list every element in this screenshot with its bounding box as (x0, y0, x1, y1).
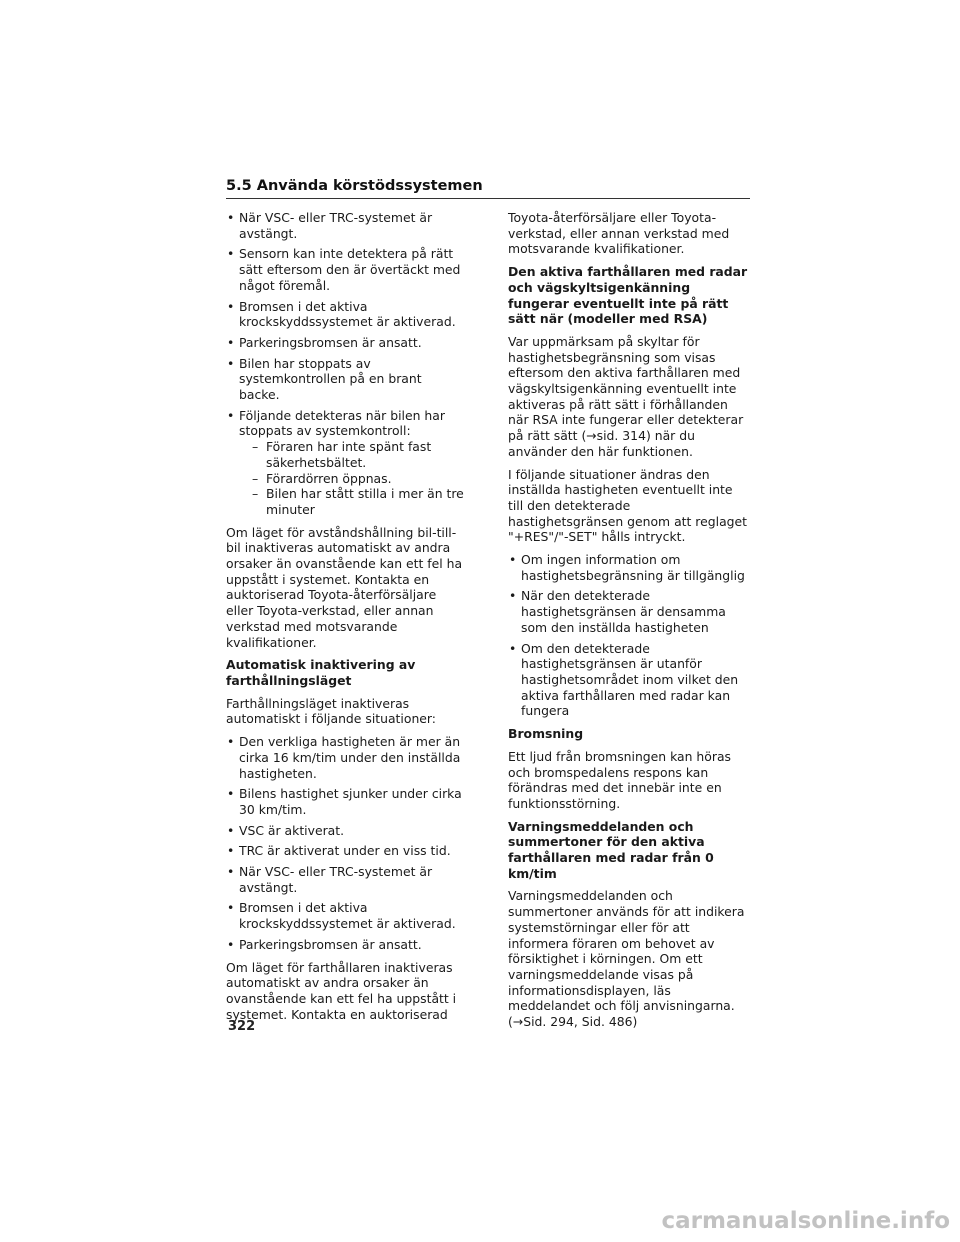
list-item: • Sensorn kan inte detektera på rätt sätt eftersom den är övertäckt med något föremål. (226, 246, 466, 293)
list-item-text: Följande detekteras när bilen har stoppats av systemkontroll: (239, 407, 445, 439)
paragraph: Varningsmeddelanden och summertoner används för att indikera systemstörningar eller för att informera föraren om behovet av försiktighet i körningen. Om ett varningsmeddelande visas på informationsdisplayen, läs meddelandet och följ anvisningarna. (→Sid. 294, Sid. 486) (508, 888, 745, 1030)
section-title: 5.5 Använda körstödssystemen (226, 178, 750, 199)
subheading: Automatisk inaktivering av farthållningsläget (226, 657, 416, 688)
sub-list-item: – Förardörren öppnas. (239, 471, 466, 487)
list-item: • Den verkliga hastigheten är mer än cirka 16 km/tim under den inställda hastigheten. (226, 734, 466, 781)
sub-list (239, 439, 466, 518)
subheading: Den aktiva farthållaren med radar och vägskyltsigenkänning fungerar eventuellt inte på rätt sätt när (modeller med RSA) (508, 264, 748, 327)
paragraph: I följande situationer ändras den inställda hastigheten eventuellt inte till den detekterade hastighetsgränsen genom att reglaget "+RES"/"-SET" hålls intryckt. (508, 466, 748, 545)
page-number: 322 (228, 1019, 256, 1034)
list-item (226, 408, 466, 518)
list-item: • När VSC- eller TRC-systemet är avstängt. (226, 864, 466, 895)
subheading: Varningsmeddelanden och summertoner för den aktiva farthållaren med radar från 0 km/tim (508, 818, 714, 881)
list-item: • Om ingen information om hastighetsbegränsning är tillgänglig (508, 552, 748, 583)
paragraph: Ett ljud från bromsningen kan höras och bromspedalens respons kan förändras med det innebär inte en funktionsstörning. (508, 748, 732, 811)
list-item: • När VSC- eller TRC-systemet är avstängt. (226, 210, 466, 241)
sub-list-item: – Bilen har stått stilla i mer än tre minuter (239, 486, 466, 517)
list-item: • Bromsen i det aktiva krockskyddssystemet är aktiverad. (226, 900, 466, 931)
watermark: carmanualsonline.info (661, 1208, 950, 1234)
list-item: • Om den detekterade hastighetsgränsen är utanför hastighetsområdet inom vilket den aktiva farthållaren med radar kan fungera (508, 641, 748, 720)
paragraph: Farthållningsläget inaktiveras automatiskt i följande situationer: (226, 695, 436, 727)
list-item: • Bilens hastighet sjunker under cirka 30 km/tim. (226, 786, 466, 817)
condition-list (226, 210, 466, 518)
left-column (226, 210, 466, 1029)
list-item: • Bromsen i det aktiva krockskyddssystemet är aktiverad. (226, 299, 466, 330)
list-item: • Parkeringsbromsen är ansatt. (226, 937, 466, 953)
paragraph: Toyota-återförsäljare eller Toyota-verkstad, eller annan verkstad med motsvarande kvalifikationer. (508, 210, 730, 257)
deactivation-list (226, 734, 466, 952)
sub-list-item: – Föraren har inte spänt fast säkerhetsbältet. (239, 439, 466, 470)
list-item: • Bilen har stoppats av systemkontrollen på en brant backe. (226, 356, 466, 403)
paragraph: Var uppmärksam på skyltar för hastighetsbegränsning som visas eftersom den aktiva farthållaren med vägskyltsigenkänning eventuellt inte aktiveras på rätt sätt i förhållanden när RSA inte fungerar eller detekterar på rätt sätt (→sid. 314) när du använder den här funktionen. (508, 333, 744, 459)
list-item: • När den detekterade hastighetsgränsen är densamma som den inställda hastigheten (508, 588, 748, 635)
list-item: • TRC är aktiverat under en viss tid. (226, 843, 466, 859)
paragraph: Om läget för avståndshållning bil-till-bil inaktiveras automatiskt av andra orsaker än ovanstående kan ett fel ha uppstått i systemet. Kontakta en auktoriserad Toyota-återförsäljare eller Toyota-verkstad, eller annan verkstad med motsvarande kvalifikationer. (226, 524, 463, 650)
list-item: • VSC är aktiverat. (226, 823, 466, 839)
speed-limit-list (508, 552, 748, 719)
subheading: Bromsning (508, 726, 584, 742)
list-item: • Parkeringsbromsen är ansatt. (226, 335, 466, 351)
right-column (508, 210, 748, 1037)
paragraph: Om läget för farthållaren inaktiveras automatiskt av andra orsaker än ovanstående kan ett fel ha uppstått i systemet. Kontakta en auktoriserad (226, 959, 457, 1022)
